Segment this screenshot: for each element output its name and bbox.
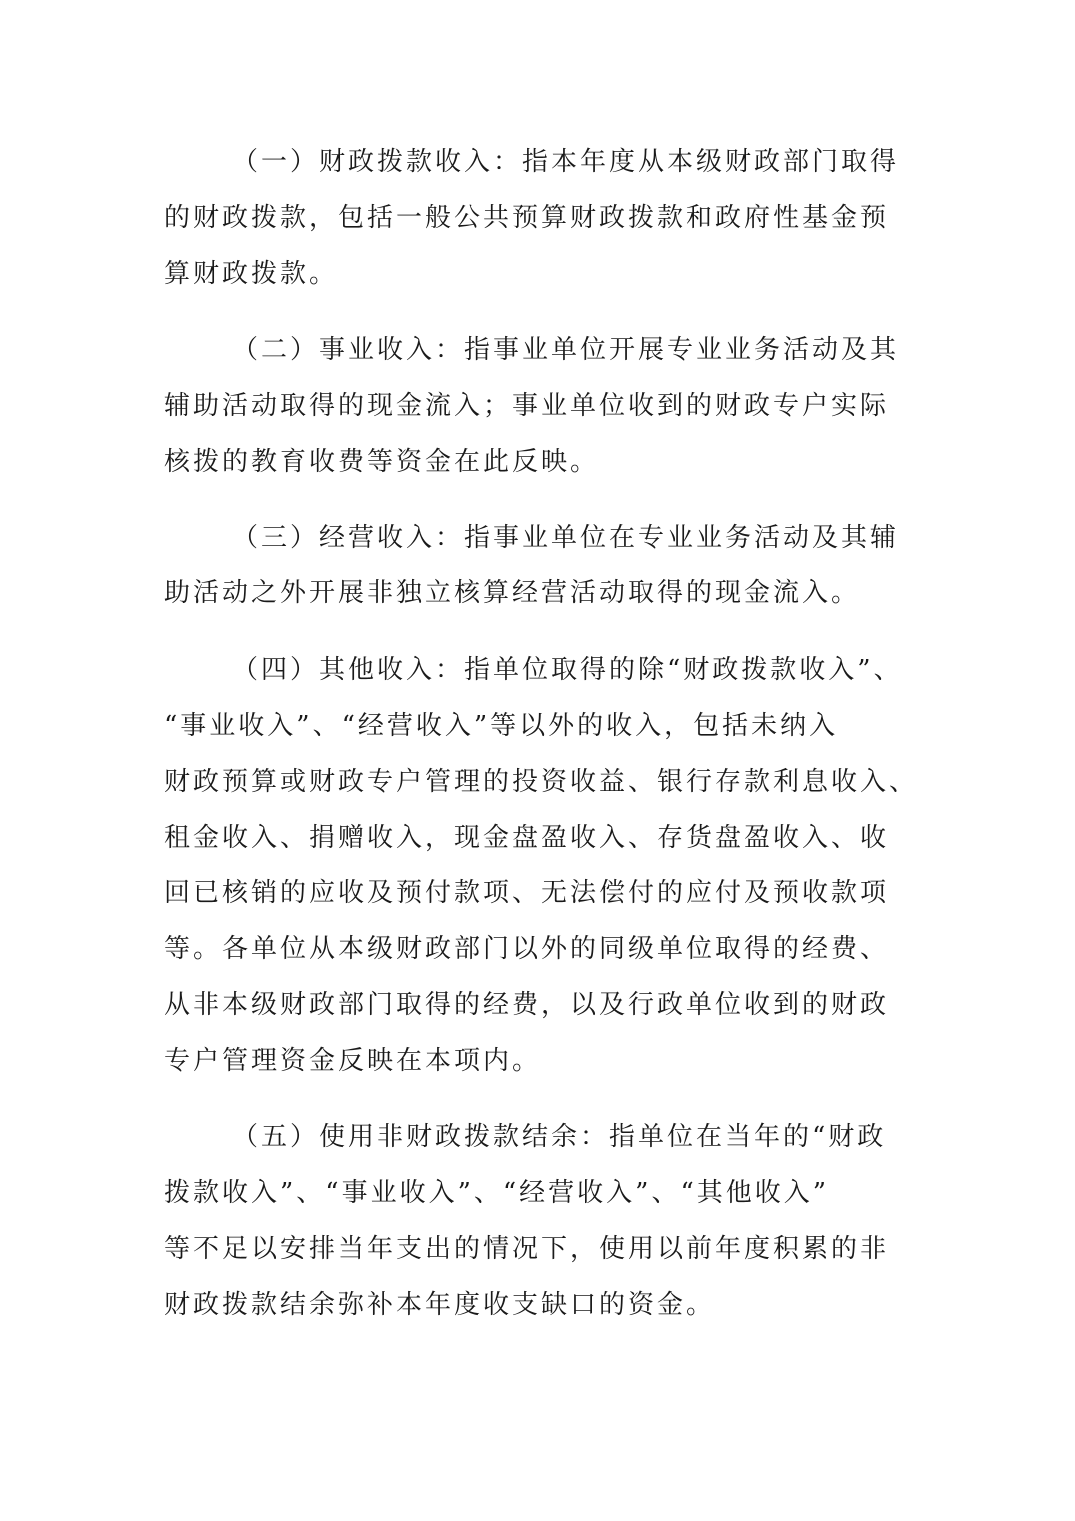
paragraph-2-line-2: 辅助活动取得的现金流入；事业单位收到的财政专户实际 [164,391,890,421]
paragraph-5-line-2: 拨款收入”、“事业收入”、“经营收入”、“其他收入” [164,1178,830,1208]
paragraph-4-line-7: 从非本级财政部门取得的经费，以及行政单位收到的财政 [164,990,890,1020]
paragraph-1-line-1: （一）财政拨款收入：指本年度从本级财政部门取得 [232,147,900,177]
paragraph-4-line-6: 等。各单位从本级财政部门以外的同级单位取得的经费、 [164,934,890,964]
paragraph-5-line-1: （五）使用非财政拨款结余：指单位在当年的“财政 [232,1122,887,1152]
paragraph-2-line-3: 核拨的教育收费等资金在此反映。 [164,447,600,477]
paragraph-3-line-2: 助活动之外开展非独立核算经营活动取得的现金流入。 [164,578,861,608]
paragraph-4-line-5: 回已核销的应收及预付款项、无法偿付的应付及预收款项 [164,878,890,908]
paragraph-5-line-3: 等不足以安排当年支出的情况下，使用以前年度积累的非 [164,1234,890,1264]
paragraph-1-line-3: 算财政拨款。 [164,259,339,289]
paragraph-5-line-4: 财政拨款结余弥补本年度收支缺口的资金。 [164,1290,716,1320]
paragraph-4-line-4: 租金收入、捐赠收入，现金盘盈收入、存货盘盈收入、收 [164,823,890,853]
paragraph-4-line-2: “事业收入”、“经营收入”等以外的收入，包括未纳入 [164,711,839,741]
paragraph-4-line-8: 专户管理资金反映在本项内。 [164,1046,542,1076]
paragraph-4-line-1: （四）其他收入：指单位取得的除“财政拨款收入”、 [232,655,903,685]
paragraph-4-line-3: 财政预算或财政专户管理的投资收益、银行存款利息收入、 [164,767,919,797]
paragraph-1-line-2: 的财政拨款，包括一般公共预算财政拨款和政府性基金预 [164,203,890,233]
paragraph-3-line-1: （三）经营收入：指事业单位在专业业务活动及其辅 [232,523,900,553]
paragraph-2-line-1: （二）事业收入：指事业单位开展专业业务活动及其 [232,335,900,365]
